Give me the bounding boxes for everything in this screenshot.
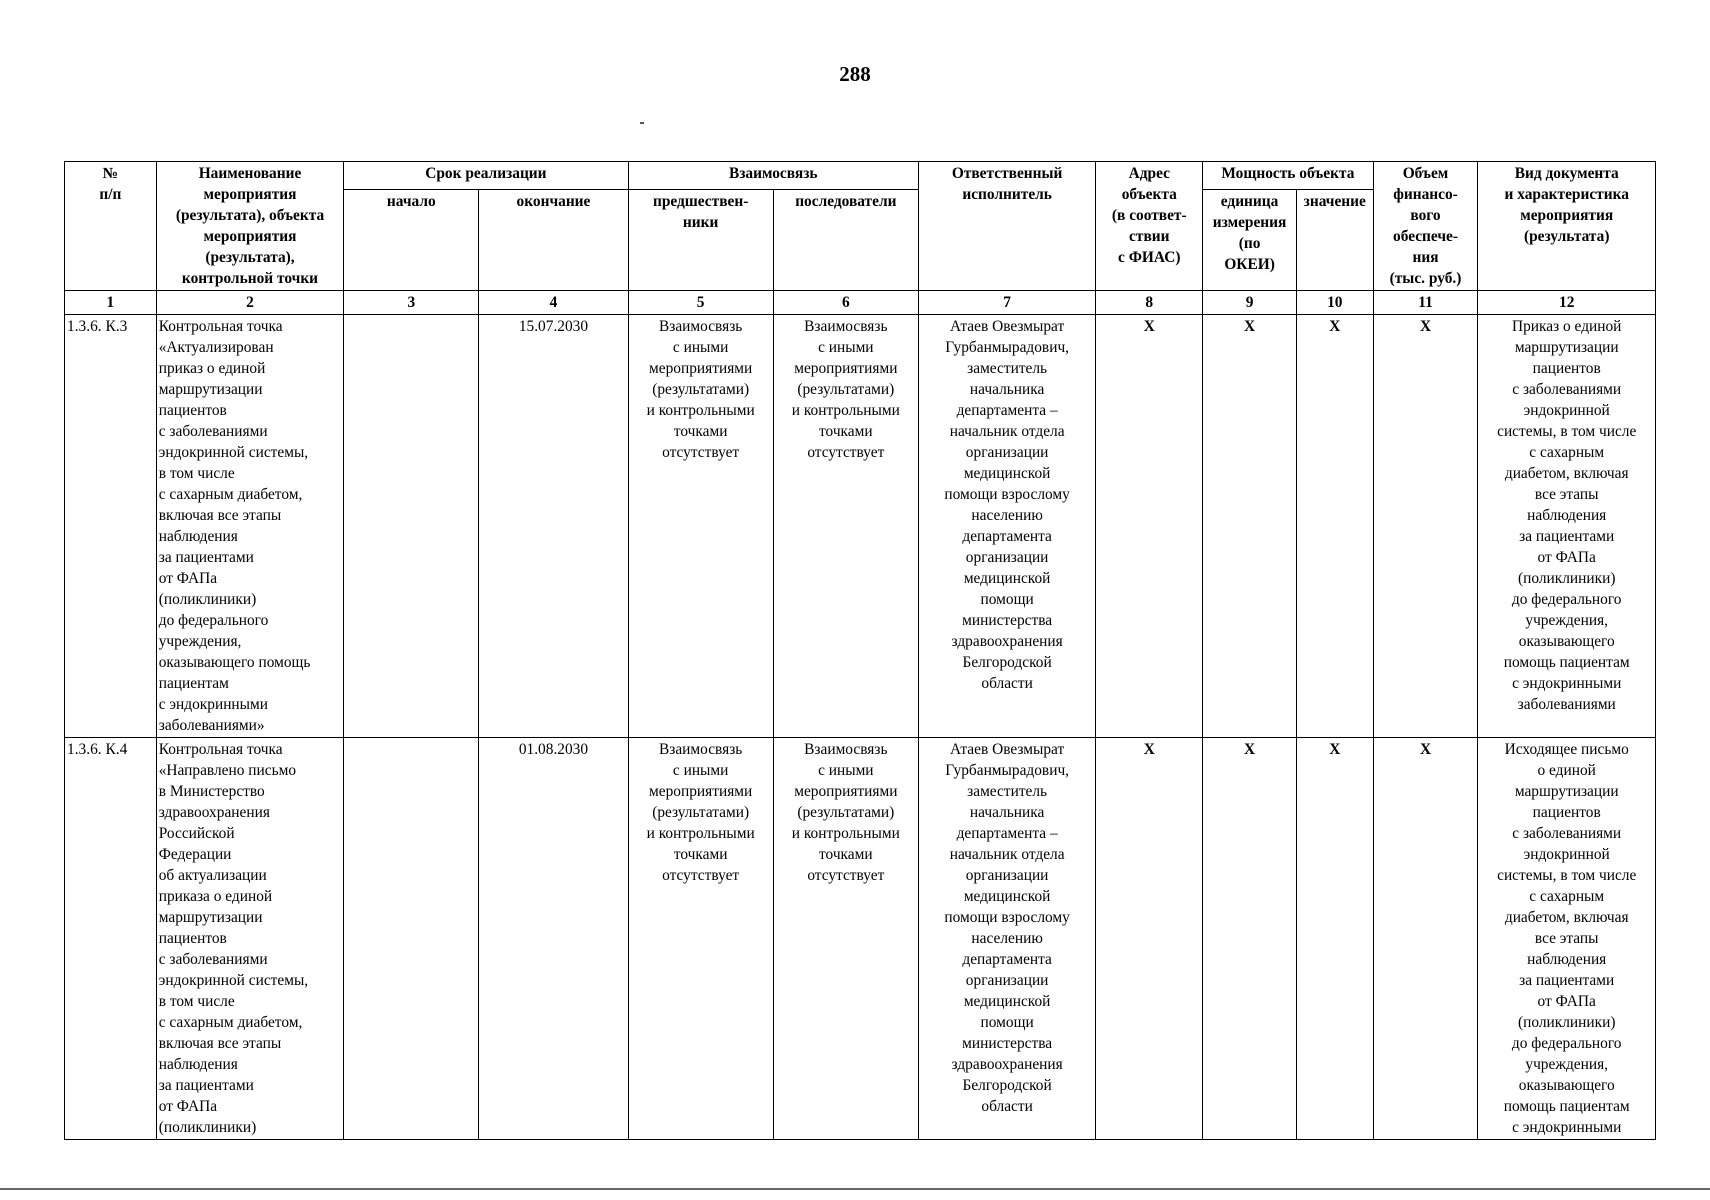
column-number: 6 [773,291,918,315]
header-name: Наименование мероприятия (результата), объекта мероприятия (результата), контрольной точки [156,162,344,291]
row-responsible: Атаев Овезмырат Гурбанмырадович, заместитель начальника департамента – начальник отдела организации медицинской помощи взрослому населению департамента организации медицинской помощи министерства здравоохранения Белгородской области [918,738,1095,1140]
row-funding: X [1373,315,1478,738]
row-start [344,315,479,738]
plan-table [64,161,1656,1140]
header-term: Срок реализации [344,162,628,190]
header-link: Взаимосвязь [628,162,918,190]
column-number: 3 [344,291,479,315]
table-row [65,315,1656,738]
header-capacity: Мощность объекта [1203,162,1373,190]
header-capacity-value: значение [1296,189,1373,290]
column-number: 12 [1478,291,1656,315]
row-responsible: Атаев Овезмырат Гурбанмырадович, заместитель начальника департамента – начальник отдела организации медицинской помощи взрослому населению департамента организации медицинской помощи министерства здравоохранения Белгородской области [918,315,1095,738]
row-unit: X [1203,315,1297,738]
column-number: 9 [1203,291,1297,315]
header-doc: Вид документа и характеристика мероприятия (результата) [1478,162,1656,291]
row-unit: X [1203,738,1297,1140]
row-document: Приказ о единой маршрутизации пациентов с заболеваниями эндокринной системы, в том числе с сахарным диабетом, включая все этапы наблюдения за пациентами от ФАПа (поликлиники) до федерального учреждения, оказывающего помощь пациентам с эндокринными заболеваниями [1478,315,1656,738]
header-address: Адрес объекта (в соответ- ствии с ФИАС) [1096,162,1203,291]
row-funding: X [1373,738,1478,1140]
column-number: 8 [1096,291,1203,315]
row-num: 1.3.6. К.3 [65,315,157,738]
column-number: 7 [918,291,1095,315]
row-document: Исходящее письмо о единой маршрутизации пациентов с заболеваниями эндокринной системы, в том числе с сахарным диабетом, включая все этапы наблюдения за пациентами от ФАПа (поликлиники) до федерального учреждения, оказывающего помощь пациентам с эндокринными [1478,738,1656,1140]
header-link-pred: предшествен- ники [628,189,773,290]
column-number: 10 [1296,291,1373,315]
column-number: 11 [1373,291,1478,315]
page-number: 288 [839,62,871,86]
scan-speck [640,122,644,124]
header-term-end: окончание [479,189,628,290]
row-num: 1.3.6. К.4 [65,738,157,1140]
row-predecessors: Взаимосвязь с иными мероприятиями (результатами) и контрольными точками отсутствует [628,738,773,1140]
column-number: 4 [479,291,628,315]
row-successors: Взаимосвязь с иными мероприятиями (результатами) и контрольными точками отсутствует [773,738,918,1140]
header-responsible: Ответственный исполнитель [918,162,1095,291]
row-end: 01.08.2030 [479,738,628,1140]
row-name: Контрольная точка «Направлено письмо в Министерство здравоохранения Российской Федерации об актуализации приказа о единой маршрутизации пациентов с заболеваниями эндокринной системы, в том числе с сахарным диабетом, включая все этапы наблюдения за пациентами от ФАПа (поликлиники) [156,738,344,1140]
column-number: 5 [628,291,773,315]
column-number: 2 [156,291,344,315]
row-successors: Взаимосвязь с иными мероприятиями (результатами) и контрольными точками отсутствует [773,315,918,738]
row-address: X [1096,738,1203,1140]
row-value: X [1296,315,1373,738]
row-address: X [1096,315,1203,738]
header-link-succ: последователи [773,189,918,290]
header-capacity-unit: единица измерения (по ОКЕИ) [1203,189,1297,290]
scan-bottom-edge [0,1188,1710,1190]
row-name: Контрольная точка «Актуализирован приказ о единой маршрутизации пациентов с заболеваниями эндокринной системы, в том числе с сахарным диабетом, включая все этапы наблюдения за пациентами от ФАПа (поликлиники) до федерального учреждения, оказывающего помощь пациентам с эндокринными заболеваниями» [156,315,344,738]
row-end: 15.07.2030 [479,315,628,738]
table-row [65,738,1656,1140]
row-value: X [1296,738,1373,1140]
row-start [344,738,479,1140]
header-num: № п/п [65,162,157,291]
column-number: 1 [65,291,157,315]
header-term-start: начало [344,189,479,290]
row-predecessors: Взаимосвязь с иными мероприятиями (результатами) и контрольными точками отсутствует [628,315,773,738]
header-funding: Объем финансо- вого обеспече- ния (тыс. руб.) [1373,162,1478,291]
